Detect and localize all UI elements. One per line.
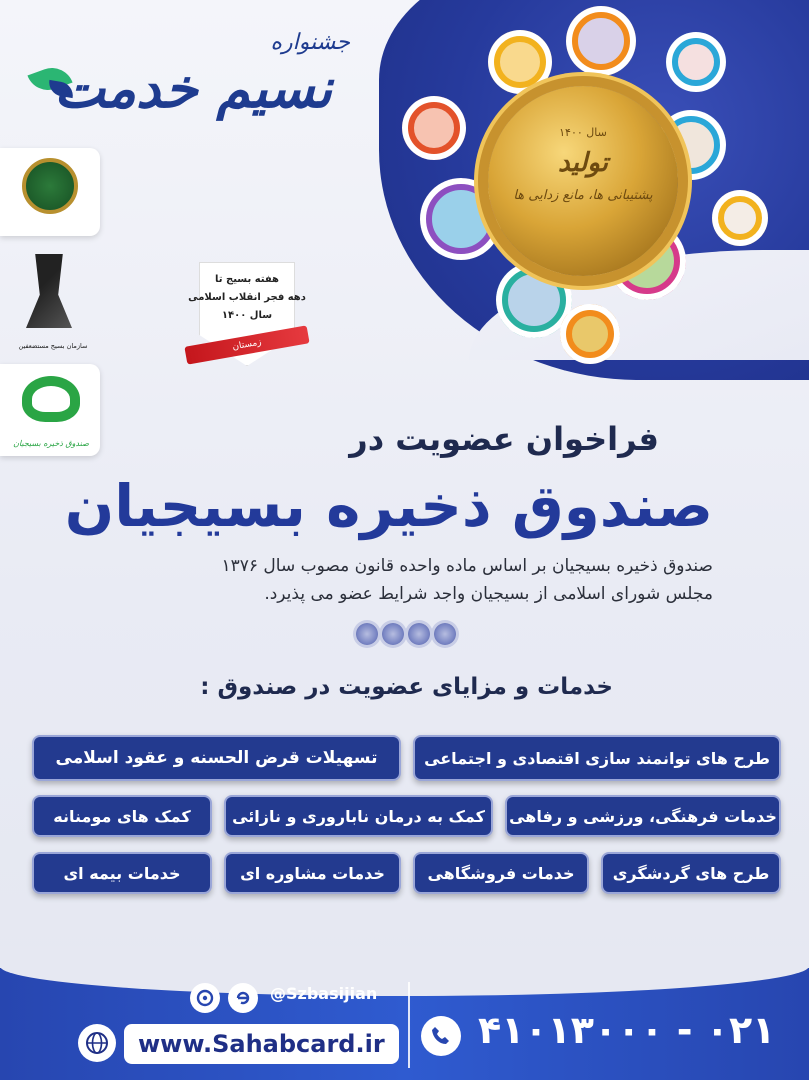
- service-loans: تسهیلات قرض الحسنه و عقود اسلامی: [32, 735, 401, 781]
- messenger-icon[interactable]: [190, 983, 220, 1013]
- gear-icon: [666, 32, 726, 92]
- ornament-icon: [382, 623, 404, 645]
- service-infertility: کمک به درمان ناباروری و نازائی: [224, 795, 493, 837]
- phone-icon: [421, 1016, 461, 1056]
- festival-title: [12, 12, 372, 142]
- footer-divider: [408, 982, 410, 1068]
- ornament-icon: [434, 623, 456, 645]
- ornament-divider: [344, 620, 468, 648]
- website-link[interactable]: [124, 1024, 399, 1064]
- phone-number[interactable]: ۰۲۱ - ۴۱۰۱۳۰۰۰: [478, 1008, 776, 1052]
- production-coin: [488, 86, 678, 276]
- service-insurance: خدمات بیمه ای: [32, 852, 212, 894]
- badge-line-3: سال ۱۴۰۰: [221, 310, 273, 321]
- description-line-1: صندوق ذخیره بسیجیان بر اساس ماده واحده قانون مصوب سال ۱۳۷۶: [221, 556, 713, 576]
- coin-word: تولید: [557, 148, 609, 178]
- gear-icon: [712, 190, 768, 246]
- fund-logo: [0, 364, 100, 456]
- gear-icon: [560, 304, 620, 364]
- badge-line-1: هفته بسیج تا: [215, 274, 279, 285]
- basij-week-badge: [185, 262, 309, 388]
- basij-org-caption: سازمان بسیج مستضعفین: [18, 342, 88, 350]
- headline-line-2: صندوق ذخیره بسیجیان: [64, 472, 713, 540]
- gear-icon: [402, 96, 466, 160]
- benefits-title: خدمات و مزایای عضویت در صندوق :: [200, 674, 613, 700]
- service-cultural: خدمات فرهنگی، ورزشی و رفاهی: [505, 795, 781, 837]
- coin-year: سال ۱۴۰۰: [559, 126, 607, 139]
- service-consulting: خدمات مشاوره ای: [224, 852, 401, 894]
- description-line-2: مجلس شورای اسلامی از بسیجیان واجد شرایط عضو می پذیرد.: [264, 584, 713, 604]
- ornament-icon: [356, 623, 378, 645]
- badge-line-2: دهه فجر انقلاب اسلامی: [188, 292, 306, 303]
- service-store: خدمات فروشگاهی: [413, 852, 589, 894]
- basij-org-logo: [0, 246, 100, 354]
- service-tourism: طرح های گردشگری: [601, 852, 781, 894]
- service-empowerment: طرح های توانمند سازی اقتصادی و اجتماعی: [413, 735, 781, 781]
- headline-line-1: فراخوان عضویت در: [349, 420, 659, 458]
- ministry-logo: [0, 148, 100, 236]
- eitaa-icon[interactable]: [228, 983, 258, 1013]
- fund-emblem-icon: [22, 376, 80, 422]
- ornament-icon: [408, 623, 430, 645]
- festival-title-big: نسیم خدمت: [54, 56, 332, 120]
- social-handle[interactable]: @Szbasijian: [270, 984, 378, 1003]
- gear-icon: [566, 6, 636, 76]
- service-aid: کمک های مومنانه: [32, 795, 212, 837]
- coin-subtext: پشتیبانی ها، مانع زدایی ها: [513, 188, 653, 203]
- basij-emblem-icon: [26, 254, 72, 328]
- gear-icon: [488, 30, 552, 94]
- website-text: www.Sahabcard.ir: [138, 1030, 385, 1058]
- globe-icon: [78, 1024, 116, 1062]
- festival-title-small: جشنواره: [270, 30, 350, 55]
- ministry-emblem-icon: [22, 158, 78, 214]
- badge-ribbon: زمستان: [184, 325, 309, 364]
- fund-caption: صندوق ذخیره بسیجیان: [13, 439, 89, 448]
